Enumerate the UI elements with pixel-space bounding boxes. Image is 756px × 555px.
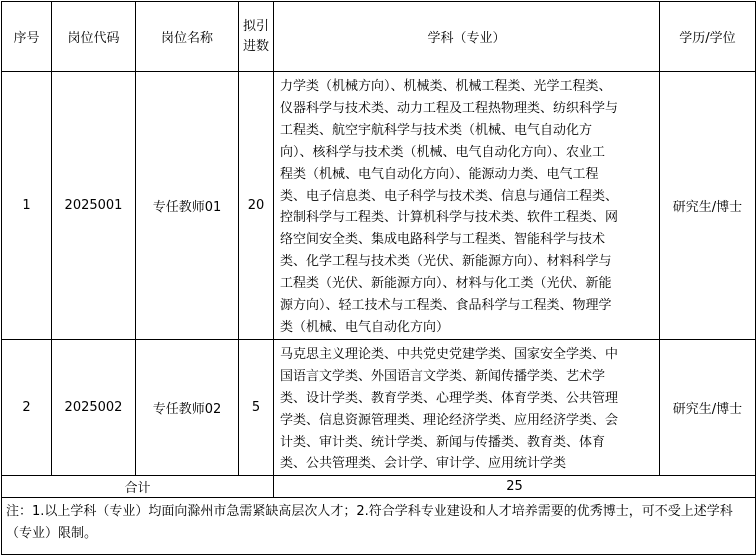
table-row [2,72,756,340]
header-seq: 序号 [2,2,52,72]
row-name: 专任教师02 [136,339,239,475]
row-seq: 1 [2,72,52,340]
header-name: 岗位名称 [136,2,239,72]
total-label: 合计 [2,476,274,498]
subject-line: 络空间安全类、集成电路科学与工程类、智能科学与技术 [280,232,606,248]
subject-line: 国语言文学类、外国语言文学类、新闻传播学类、艺术学 [280,368,606,384]
row-subject [274,339,660,475]
note-row [2,498,756,555]
row-name: 专任教师01 [136,72,239,340]
subject-line: 控制科学与工程类、计算机科学与技术类、软件工程类、网 [280,210,619,226]
subject-line: 类、化学工程与技术类（光伏、新能源方向）、材料科学与 [280,254,612,270]
header-subject: 学科（专业） [274,2,660,72]
subject-line: 类、设计学类、教育学类、心理学类、体育学类、公共管理 [280,390,619,406]
header-count-line1: 拟引 [242,18,269,34]
note-text: 注：1.以上学科（专业）均面向滁州市急需紧缺高层次人才；2.符合学科专业建设和人才培养需要的优秀博士，可不受上述学科（专业）限制。 [2,498,756,555]
row-count: 20 [239,72,274,340]
header-count-line2: 进数 [242,38,269,54]
total-value: 25 [274,476,756,498]
subject-line: 类、公共管理类、会计学、审计学、应用统计学类 [280,456,567,472]
subject-line: 力学类（机械方向）、机械类、机械工程类、光学工程类、 [280,79,612,94]
subject-line: 仪器科学与技术类、动力工程及工程热物理类、纺织科学与 [280,100,619,116]
subject-line: 工程类、航空宇航科学与技术类（机械、电气自动化方 [280,122,593,138]
header-count [239,2,274,72]
total-row [2,476,756,498]
row-count: 5 [239,339,274,475]
subject-line: 类、电子信息类、电子科学与技术类、信息与通信工程类、 [280,188,619,204]
table-row [2,339,756,475]
subject-line: 类（机械、电气自动化方向） [280,319,450,335]
subject-line: 计类、审计类、统计学类、新闻与传播类、教育类、体育 [280,434,606,450]
subject-line: 向）、核科学与技术类（机械、电气自动化方向）、农业工 [280,144,606,160]
subject-line: 工程类（光伏、新能源方向）、材料与化工类（光伏、新能 [280,276,612,292]
subject-line: 马克思主义理论类、中共党史党建学类、国家安全学类、中 [280,346,619,362]
header-degree: 学历/学位 [660,2,756,72]
row-code: 2025001 [52,72,136,340]
header-row [2,2,756,72]
row-subject [274,72,660,340]
recruitment-table [1,1,756,555]
subject-line: 学类、信息资源管理类、理论经济学类、应用经济学类、会 [280,412,619,428]
row-degree: 研究生/博士 [660,339,756,475]
header-code: 岗位代码 [52,2,136,72]
subject-line: 程类（机械、电气自动化方向）、能源动力类、电气工程 [280,166,599,182]
row-degree: 研究生/博士 [660,72,756,340]
subject-line: 源方向）、轻工技术与工程类、食品科学与工程类、物理学 [280,298,612,314]
row-seq: 2 [2,339,52,475]
row-code: 2025002 [52,339,136,475]
